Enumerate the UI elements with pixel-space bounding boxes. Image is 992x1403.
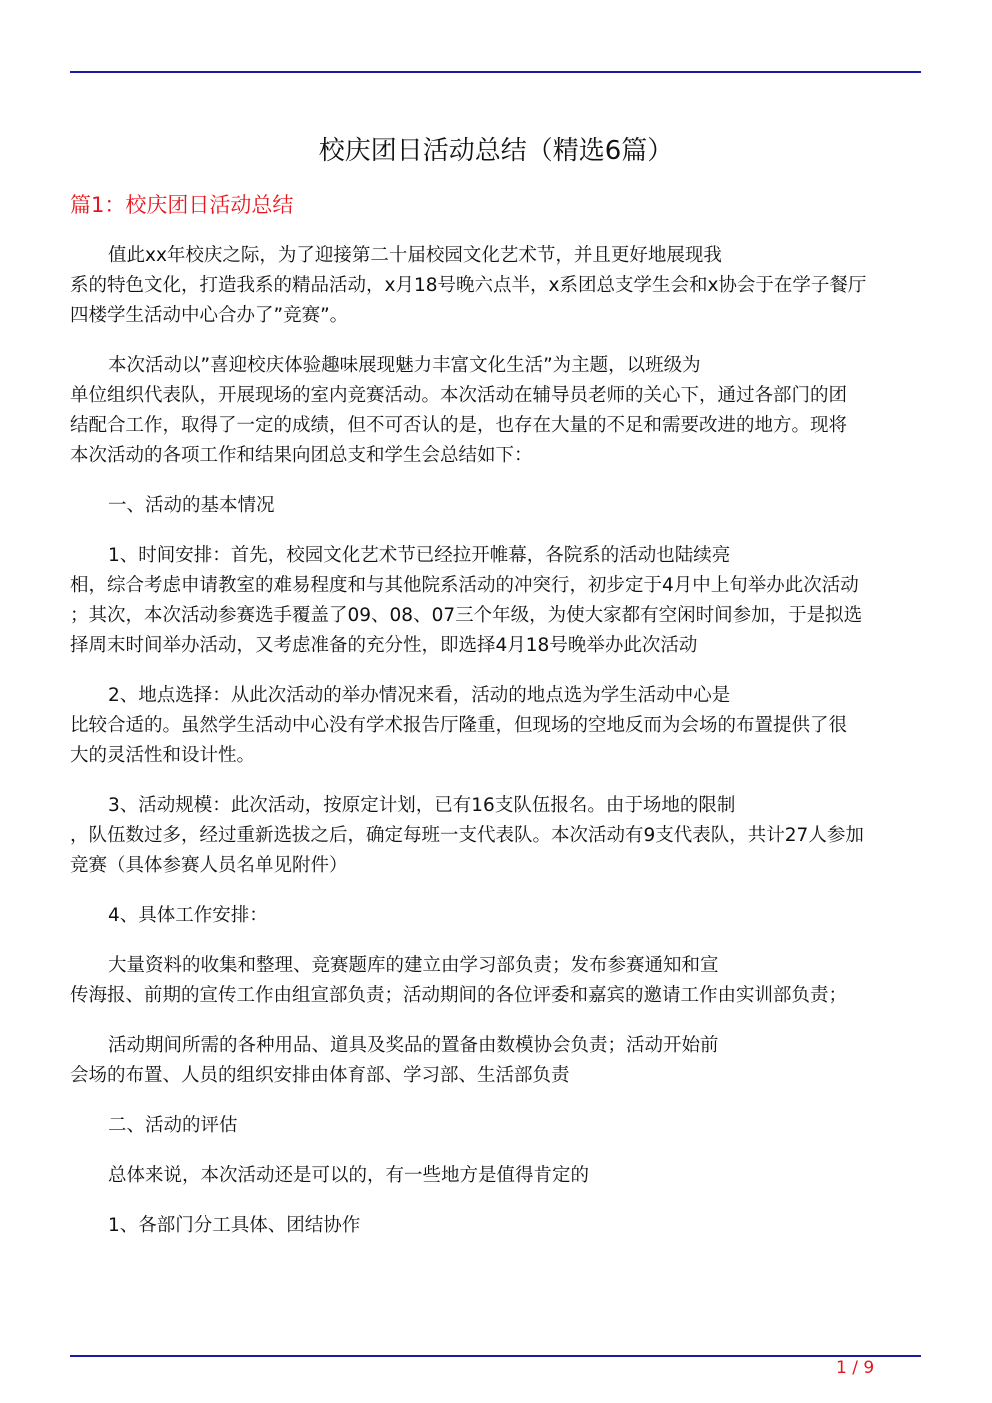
paragraph [70,1111,922,1141]
paragraph [70,1161,922,1191]
paragraph-line: 比较合适的。虽然学生活动中心没有学术报告厅隆重，但现场的空地反而为会场的布置提供了很 [70,715,848,736]
paragraph [70,951,922,1011]
paragraph-line: 相，综合考虑申请教室的难易程度和与其他院系活动的冲突行，初步定于4月中上旬举办此次活动 [70,575,859,596]
page-number: 1 / 9 [836,1358,875,1378]
paragraph-line: 值此xx年校庆之际，为了迎接第二十届校园文化艺术节，并且更好地展现我 [108,245,722,266]
paragraph [70,241,922,331]
paragraph [70,1031,922,1091]
paragraph-line: 竞赛（具体参赛人员名单见附件） [70,855,348,876]
footer-rule [70,1355,921,1357]
paragraph-line: 本次活动以”喜迎校庆体验趣味展现魅力丰富文化生活”为主题，以班级为 [108,355,701,376]
paragraph [70,491,922,521]
paragraph-line: 本次活动的各项工作和结果向团总支和学生会总结如下： [70,445,533,466]
paragraph-line: 系的特色文化，打造我系的精品活动，x月18号晚六点半，x系团总支学生会和x协会于在学子餐厅 [70,275,867,296]
document-title: 校庆团日活动总结（精选6篇） [318,136,674,166]
paragraph [70,1211,922,1241]
paragraph [70,791,922,881]
paragraph-line: 1、各部门分工具体、团结协作 [108,1215,361,1236]
document-body [70,241,922,1261]
paragraph-line: ，队伍数过多，经过重新选拔之后，确定每班一支代表队。本次活动有9支代表队，共计27人参加 [70,825,864,846]
paragraph [70,541,922,661]
paragraph-line: 2、地点选择：从此次活动的举办情况来看，活动的地点选为学生活动中心是 [108,685,731,706]
section-heading: 篇1：校庆团日活动总结 [70,193,294,217]
paragraph-line: ；其次，本次活动参赛选手覆盖了09、08、07三个年级，为使大家都有空闲时间参加，于是拟选 [70,605,863,626]
paragraph-line: 结配合工作，取得了一定的成绩，但不可否认的是，也存在大量的不足和需要改进的地方。现将 [70,415,848,436]
paragraph-line: 3、活动规模：此次活动，按原定计划，已有16支队伍报名。由于场地的限制 [108,795,736,816]
paragraph-line: 会场的布置、人员的组织安排由体育部、学习部、生活部负责 [70,1065,570,1086]
paragraph-line: 4、具体工作安排： [108,905,268,926]
paragraph-line: 单位组织代表队，开展现场的室内竞赛活动。本次活动在辅导员老师的关心下，通过各部门的团 [70,385,848,406]
paragraph-line: 一、活动的基本情况 [108,495,275,516]
header-rule [70,71,921,73]
paragraph [70,901,922,931]
paragraph [70,351,922,471]
paragraph-line: 大量资料的收集和整理、竞赛题库的建立由学习部负责；发布参赛通知和宣 [108,955,719,976]
paragraph-line: 活动期间所需的各种用品、道具及奖品的置备由数模协会负责；活动开始前 [108,1035,719,1056]
paragraph [70,681,922,771]
paragraph-line: 传海报、前期的宣传工作由组宣部负责；活动期间的各位评委和嘉宾的邀请工作由实训部负责； [70,985,848,1006]
paragraph-line: 择周末时间举办活动，又考虑准备的充分性，即选择4月18号晚举办此次活动 [70,635,698,656]
paragraph-line: 1、时间安排：首先，校园文化艺术节已经拉开帷幕，各院系的活动也陆续亮 [108,545,731,566]
paragraph-line: 总体来说，本次活动还是可以的，有一些地方是值得肯定的 [108,1165,590,1186]
paragraph-line: 二、活动的评估 [108,1115,238,1136]
paragraph-line: 大的灵活性和设计性。 [70,745,256,766]
paragraph-line: 四楼学生活动中心合办了”竞赛”。 [70,305,349,326]
